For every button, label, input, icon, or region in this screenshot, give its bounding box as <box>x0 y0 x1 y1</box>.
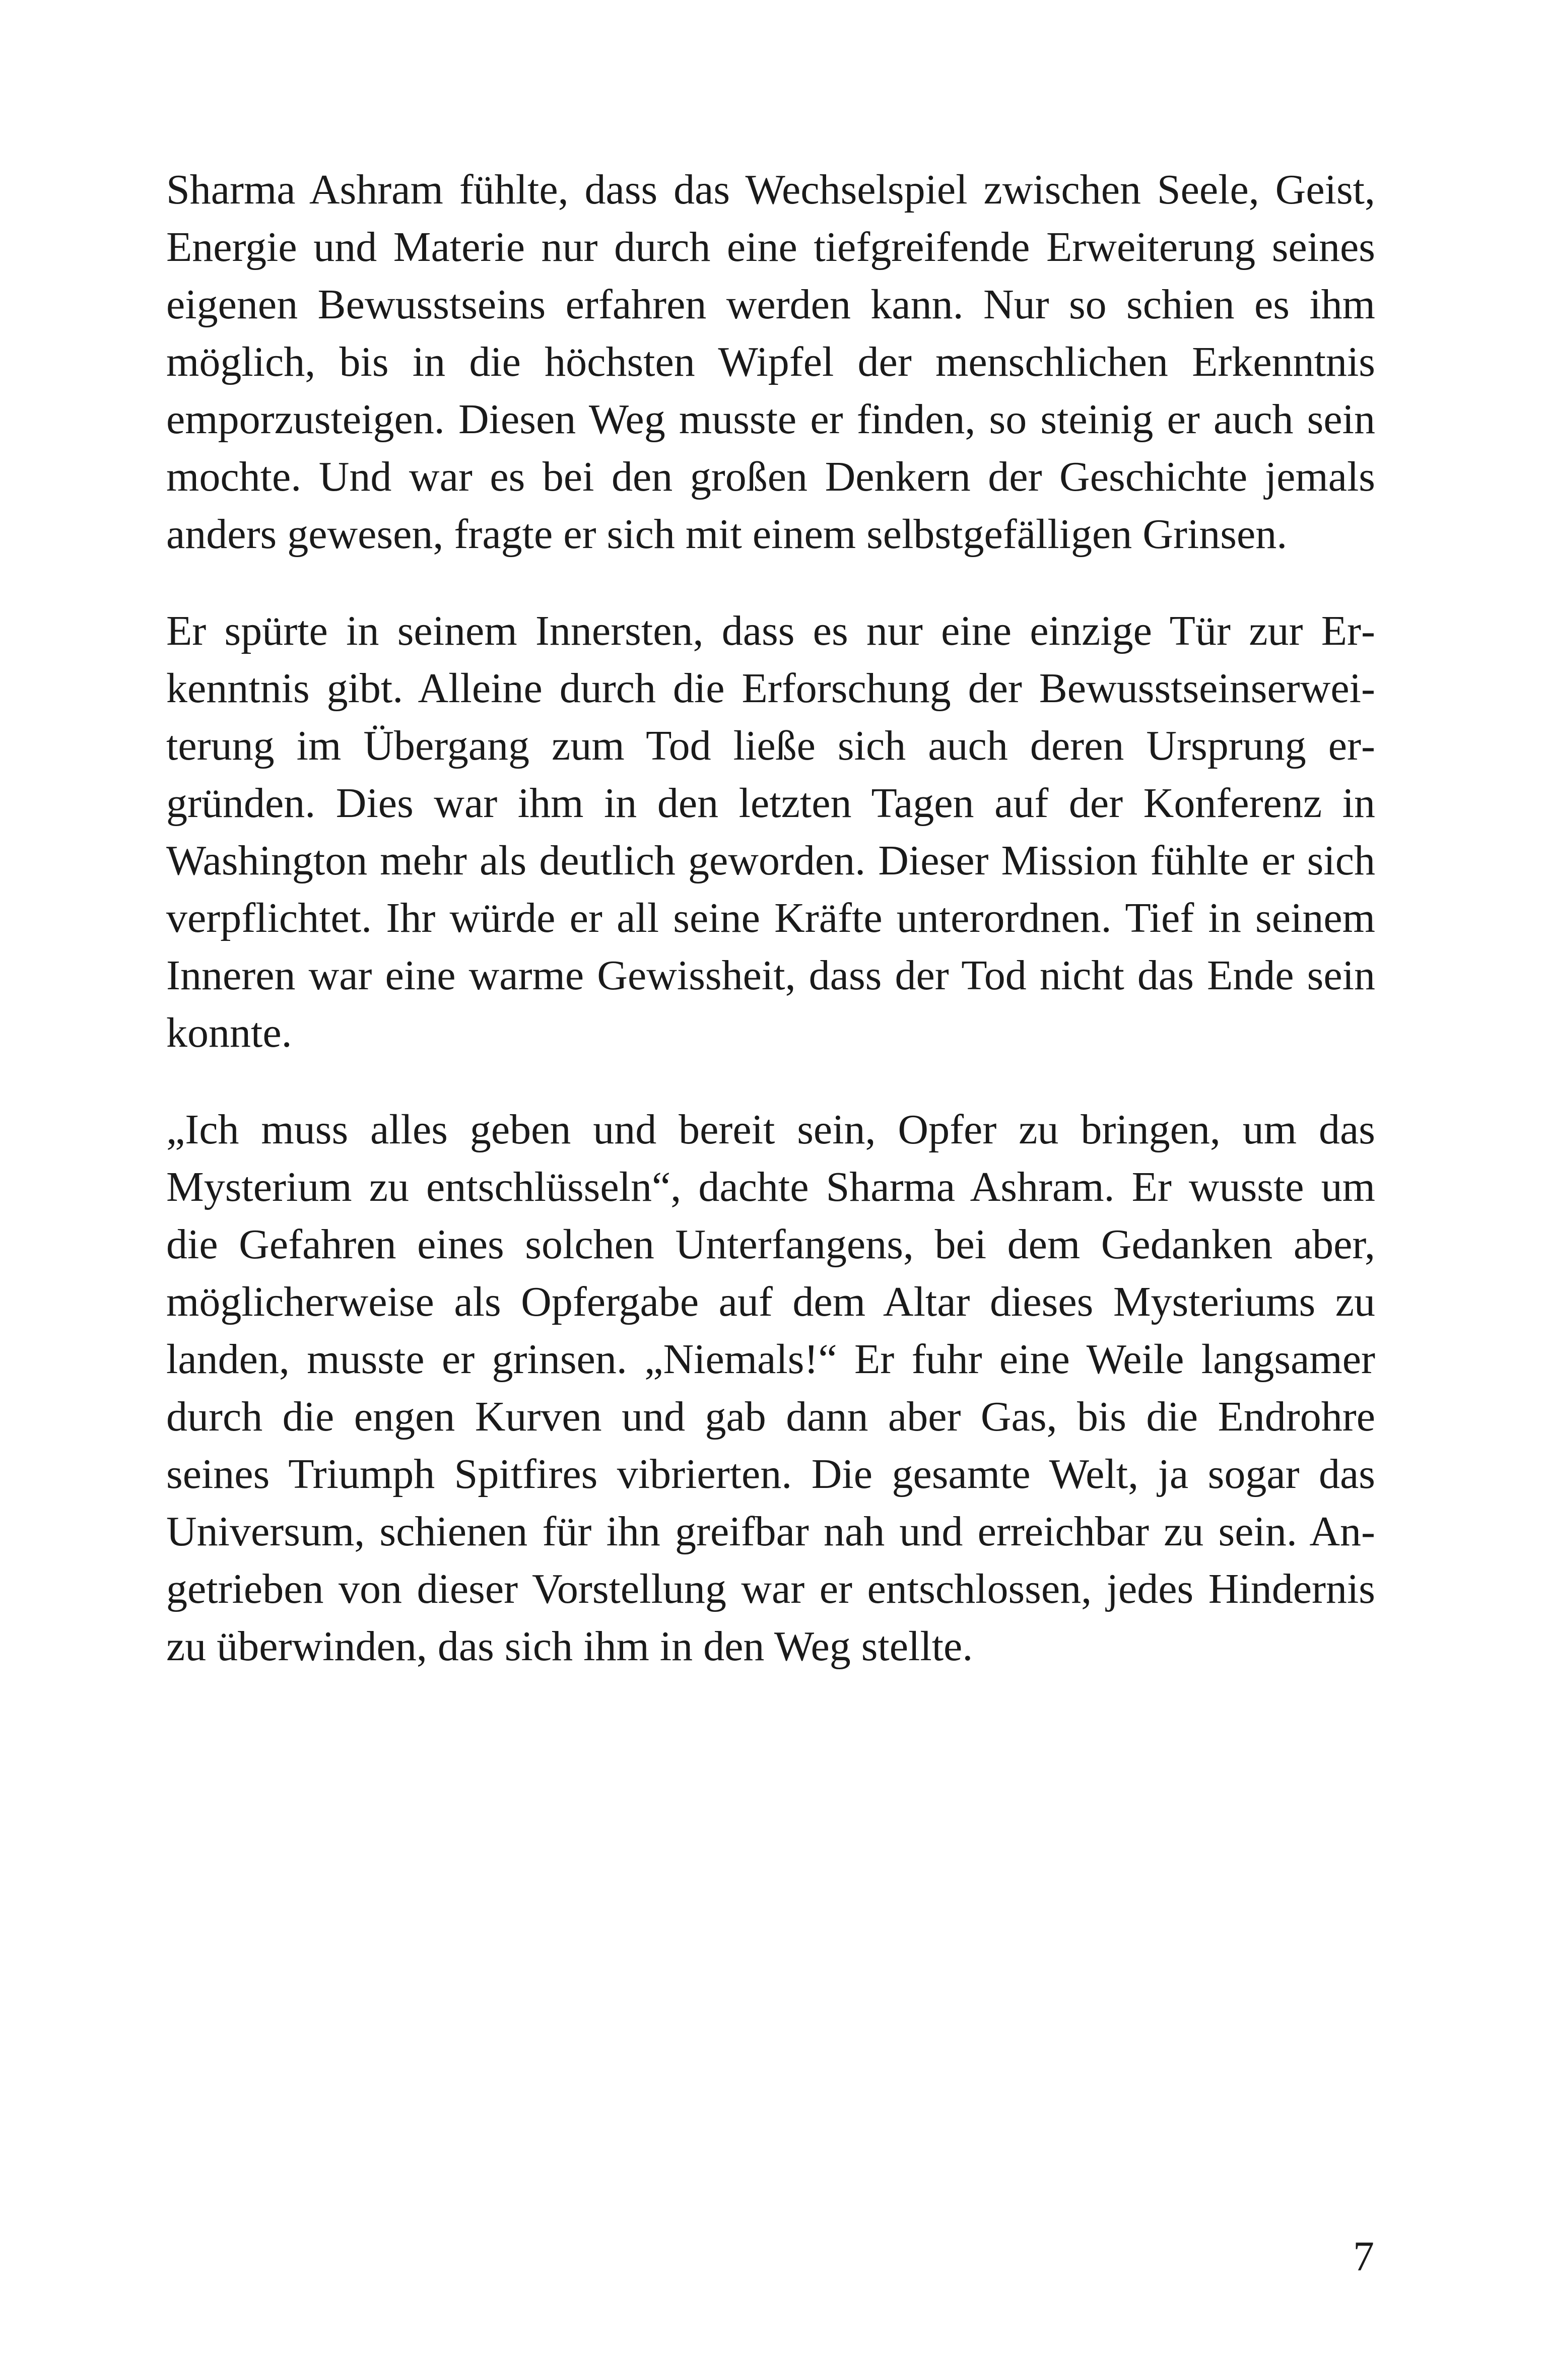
paragraph-1: Sharma Ashram fühlte, dass das Wechselspiel zwischen Seele, Geist, Energie und Materie nur durch eine tiefgreifende Erweiterung seines eigenen Bewusstseins erfahren werden kann. Nur so schien es ihm möglich, bis in die höchsten Wipfel der menschlichen Erkenntnis emporzusteigen. Diesen Weg musste er finden, so steinig er auch sein mochte. Und war es bei den großen Denkern der Geschichte jemals anders gewesen, fragte er sich mit einem selbstgefälligen Grinsen. <box>166 166 1375 558</box>
body-text <box>166 161 1375 1715</box>
paragraph-2: Er spürte in seinem Innersten, dass es nur eine einzige Tür zur Erkenntnis gibt. Alleine durch die Erforschung der Bewusstseinserweiterung im Übergang zum Tod ließe sich auch deren Ursprung ergründen. Dies war ihm in den letzten Tagen auf der Konferenz in Washington mehr als deutlich geworden. Dieser Mission fühlte er sich verpflichtet. Ihr würde er all seine Kräfte unterordnen. Tief in seinem Inneren war eine warme Gewissheit, dass der Tod nicht das Ende sein konnte. <box>166 607 1375 1056</box>
page-number: 7 <box>1353 2233 1374 2280</box>
paragraph-3: „Ich muss alles geben und bereit sein, Opfer zu bringen, um das Mysterium zu entschlüsseln“, dachte Sharma Ashram. Er wusste um die Gefahren eines solchen Unterfangens, bei dem Gedanken aber, möglicherweise als Opfergabe auf dem Altar dieses Mysteriums zu landen, musste er grinsen. „Niemals!“ Er fuhr eine Weile langsamer durch die engen Kurven und gab dann aber Gas, bis die Endrohre seines Triumph Spitfires vibrierten. Die gesamte Welt, ja sogar das Universum, schienen für ihn greifbar nah und erreichbar zu sein. Angetrieben von dieser Vorstellung war er entschlossen, jedes Hindernis zu überwinden, das sich ihm in den Weg stellte. <box>166 1106 1375 1670</box>
